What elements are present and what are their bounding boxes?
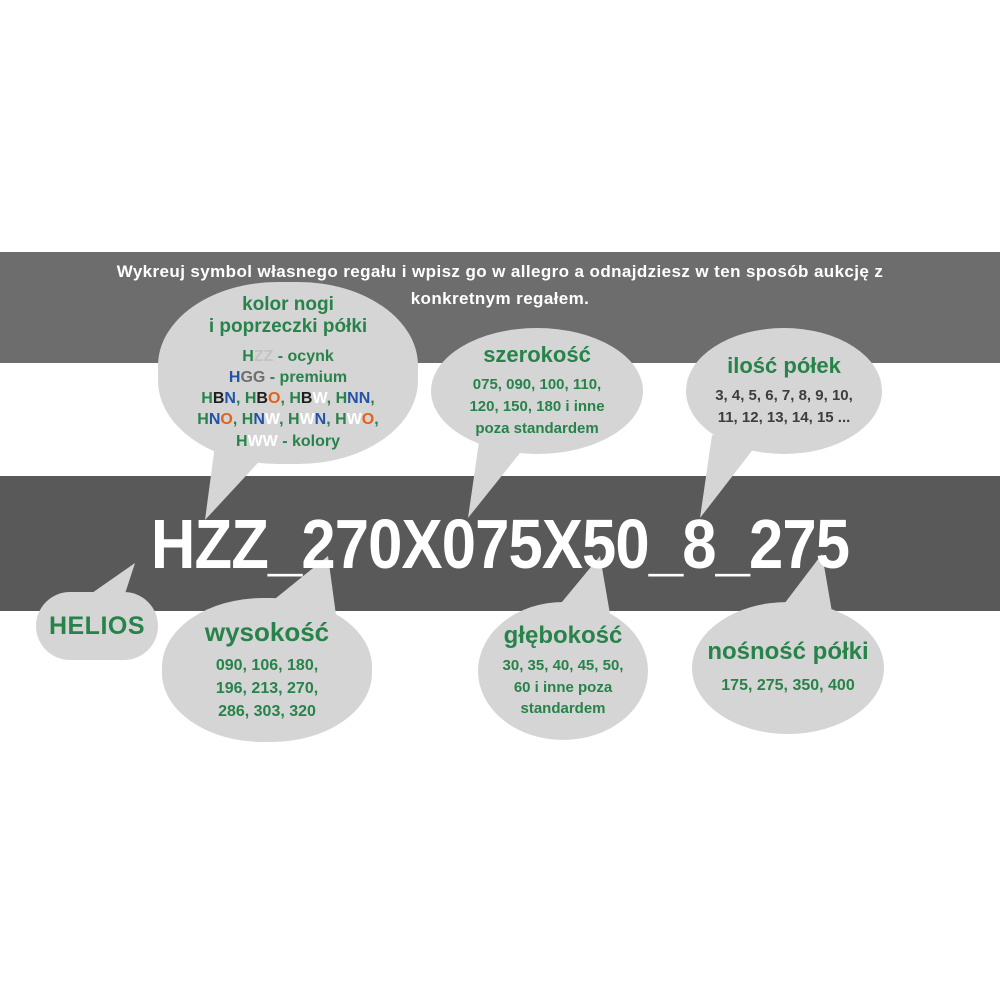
color-code-row (197, 388, 378, 409)
color-code-segment: WW (247, 432, 278, 450)
color-code-segment: H (201, 390, 213, 408)
color-code-segment: - kolory (277, 432, 340, 450)
color-code-segment: H (335, 411, 347, 429)
color-code-segment: H (244, 390, 257, 408)
kolor-bubble-title (209, 294, 367, 338)
color-code-segment: W (264, 411, 280, 429)
color-code-segment: , (374, 411, 379, 429)
nosnosc-values (721, 674, 854, 697)
color-code-segment: H (197, 411, 209, 429)
szerokosc-values (469, 374, 604, 439)
color-code-segment: W (312, 390, 327, 408)
szerokosc-line: poza standardem (475, 419, 599, 437)
color-code-segment: , (235, 390, 245, 408)
glebokosc-line: standardem (520, 700, 606, 718)
color-code-segment: - premium (265, 369, 348, 387)
color-code-segment: W (299, 411, 315, 429)
color-code-segment: O (361, 411, 375, 429)
color-code-segment: N (253, 411, 265, 429)
ilosc-polek-line: 3, 4, 5, 6, 7, 8, 9, 10, (715, 387, 853, 405)
color-code-segment: H (335, 390, 348, 408)
color-code-segment: N (347, 390, 359, 408)
color-code-row (197, 409, 378, 430)
color-code-segment: N (224, 390, 236, 408)
wysokosc-line: 090, 106, 180, (215, 656, 319, 674)
speech-bubble-wysokosc (162, 598, 372, 742)
color-code-segment: H (241, 411, 254, 429)
color-code-segment: N (208, 411, 221, 429)
kolor-title-line-2: i poprzeczki półki (208, 316, 368, 338)
nosnosc-line: 175, 275, 350, 400 (721, 677, 855, 695)
color-code-row (197, 346, 378, 367)
color-code-segment: , (326, 390, 336, 408)
glebokosc-line: 30, 35, 40, 45, 50, (502, 656, 624, 674)
color-code-segment: O (267, 390, 281, 408)
color-code-segment: B (256, 390, 268, 408)
wysokosc-values (216, 654, 318, 724)
wysokosc-line: 286, 303, 320 (218, 703, 316, 721)
color-code-segment: N (314, 411, 327, 429)
color-code-row (197, 431, 378, 452)
speech-bubble-glebokosc (478, 602, 648, 740)
color-code-segment: , (232, 411, 242, 429)
banner-line-2: konkretnym regałem. (410, 289, 590, 309)
color-code-segment: GG (240, 369, 266, 387)
color-code-list (197, 346, 378, 452)
color-code-segment: W (346, 411, 362, 429)
glebokosc-title: głębokość (503, 621, 623, 649)
color-code-segment: , (326, 411, 336, 429)
color-code-segment: N (358, 390, 371, 408)
brand-label: HELIOS (48, 611, 146, 640)
ilosc-polek-values (715, 385, 853, 429)
color-code-row (197, 367, 378, 388)
glebokosc-line: 60 i inne poza (513, 678, 613, 696)
wysokosc-line: 196, 213, 270, (215, 679, 319, 697)
speech-bubble-kolor (158, 282, 418, 464)
szerokosc-line: 075, 090, 100, 110, (472, 376, 602, 394)
color-code-segment: H (242, 348, 254, 366)
wysokosc-title: wysokość (204, 616, 330, 647)
color-code-segment: , (280, 390, 290, 408)
speech-bubble-szerokosc (431, 328, 643, 454)
kolor-title-line-1: kolor nogi (242, 294, 334, 316)
banner-line-1: Wykreuj symbol własnego regału i wpisz go w allegro a odnajdziesz w ten sposób aukcję z (116, 262, 884, 281)
color-code-segment: H (288, 411, 300, 429)
color-code-segment: ZZ (253, 348, 274, 366)
speech-bubble-ilosc-polek (686, 328, 882, 454)
ilosc-polek-line: 11, 12, 13, 14, 15 ... (717, 409, 851, 426)
color-code-segment: O (220, 411, 233, 429)
color-code-segment: H (289, 390, 301, 408)
glebokosc-values (503, 655, 624, 720)
color-code-segment: H (236, 432, 248, 450)
color-code-segment: , (279, 411, 288, 429)
color-code-segment: - ocynk (273, 348, 334, 366)
ilosc-polek-title: ilość półek (727, 353, 841, 379)
color-code-segment: , (370, 390, 375, 408)
color-code-segment: H (228, 369, 241, 387)
nosnosc-title: nośność półki (707, 638, 869, 666)
color-code-segment: B (300, 390, 313, 408)
szerokosc-title: szerokość (483, 342, 591, 368)
color-code-segment: B (212, 390, 225, 408)
product-code-text: HZZ_270X075X50_8_275 (150, 504, 850, 583)
szerokosc-line: 120, 150, 180 i inne (469, 398, 605, 416)
speech-bubble-nosnosc (692, 602, 884, 734)
